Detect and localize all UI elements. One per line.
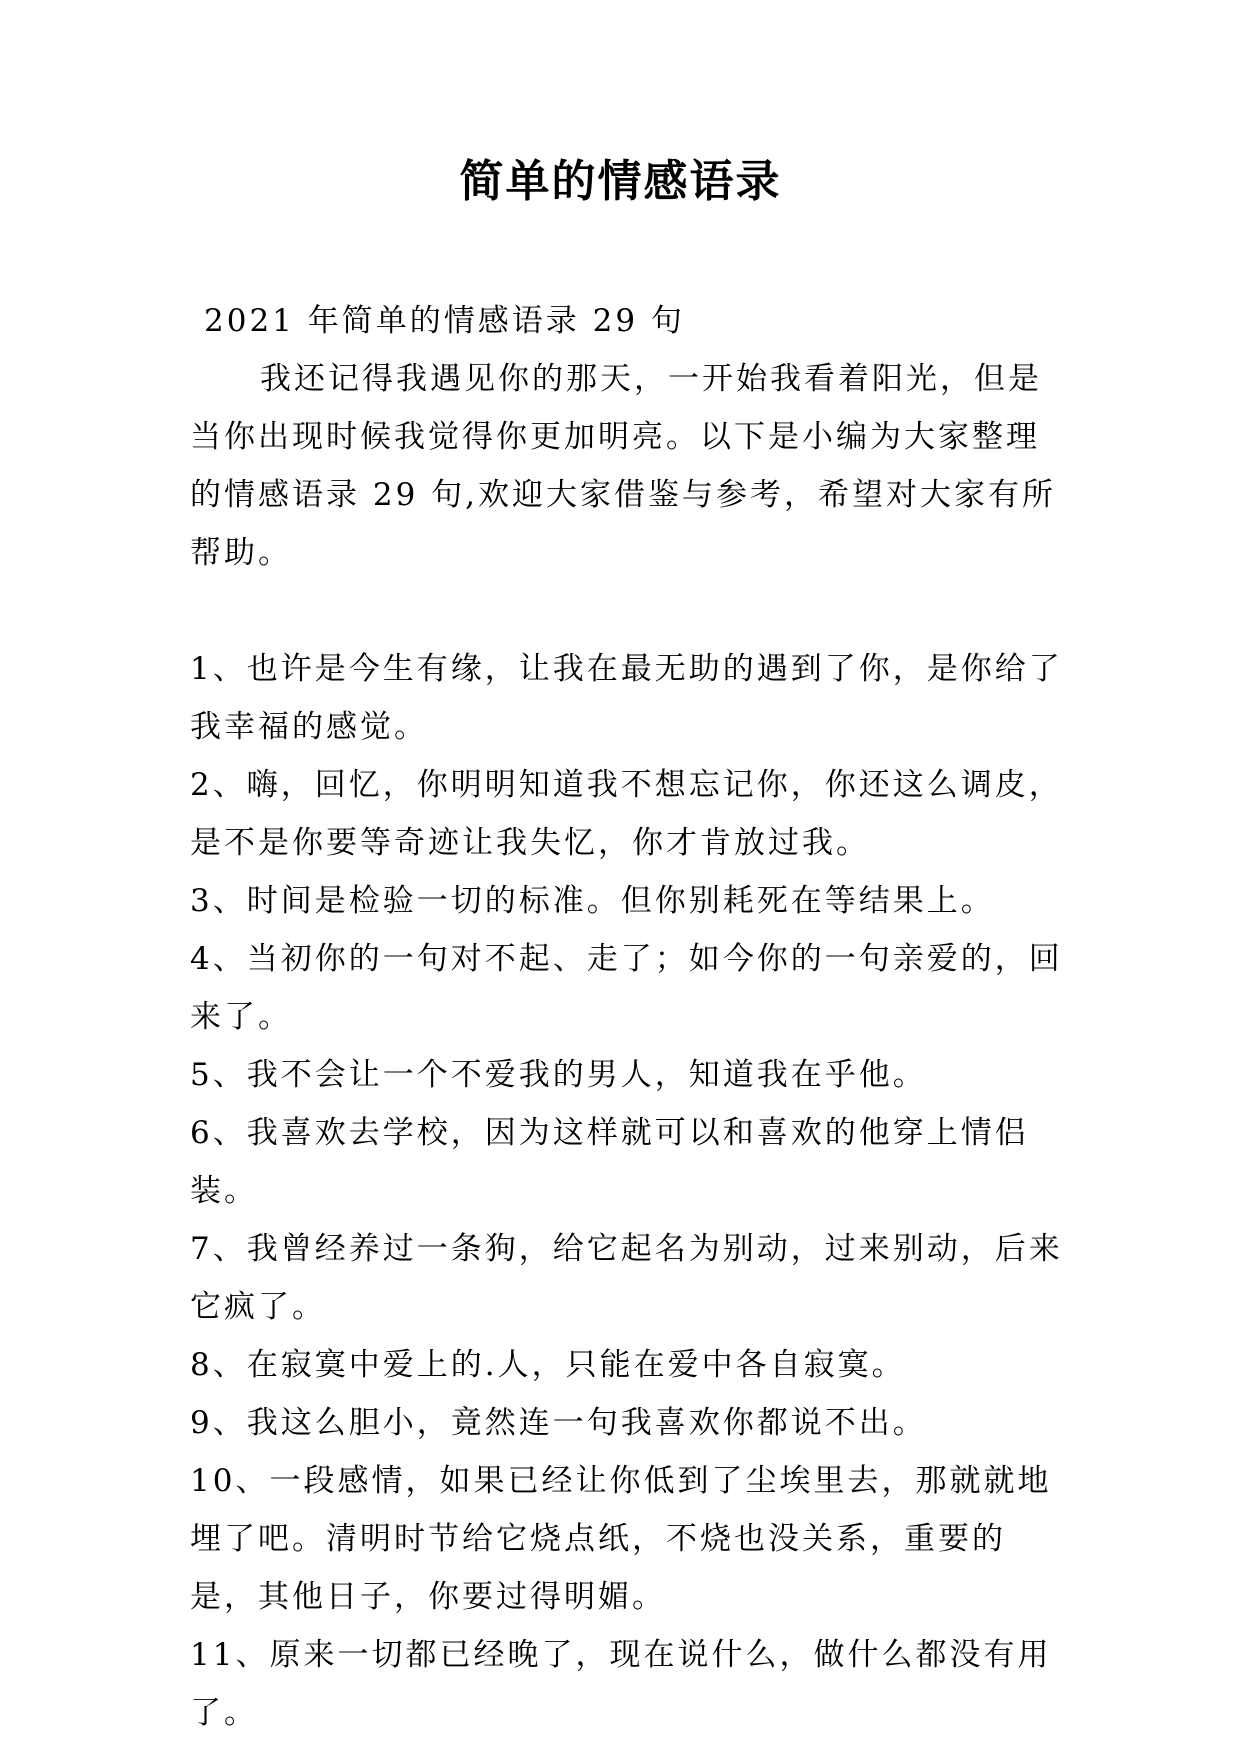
- quote-item-10: 10、一段感情，如果已经让你低到了尘埃里去，那就就地埋了吧。清明时节给它烧点纸，不烧也没关系，重要的是，其他日子，你要过得明媚。: [190, 1463, 1052, 1615]
- quote-item-3: 3、时间是检验一切的标准。但你别耗死在等结果上。: [190, 883, 995, 919]
- quote-item-7: 7、我曾经养过一条狗，给它起名为别动，过来别动，后来它疯了。: [190, 1231, 1063, 1325]
- quote-item-5: 5、我不会让一个不爱我的男人，知道我在乎他。: [190, 1057, 927, 1093]
- quote-item-9: 9、我这么胆小，竟然连一句我喜欢你都说不出。: [190, 1405, 927, 1441]
- quote-item-2: 2、嗨，回忆，你明明知道我不想忘记你，你还这么调皮，是不是你要等奇迹让我失忆，你才肯放过我。: [190, 767, 1063, 861]
- document-subtitle: 2021 年简单的情感语录 29 句: [204, 303, 685, 339]
- quote-item-1: 1、也许是今生有缘，让我在最无助的遇到了你，是你给了我幸福的感觉。: [190, 651, 1063, 745]
- quote-item-4: 4、当初你的一句对不起、走了；如今你的一句亲爱的，回来了。: [190, 941, 1063, 1035]
- document-body: [190, 292, 1070, 1742]
- intro-paragraph: 我还记得我遇见你的那天，一开始我看着阳光，但是当你出现时候我觉得你更加明亮。以下是小编为大家整理的情感语录 29 句,欢迎大家借鉴与参考，希望对大家有所帮助。: [190, 361, 1057, 571]
- document-title: 简单的情感语录: [459, 156, 782, 207]
- quote-item-8: 8、在寂寞中爱上的.人，只能在爱中各自寂寞。: [190, 1347, 906, 1383]
- quote-item-6: 6、我喜欢去学校，因为这样就可以和喜欢的他穿上情侣装。: [190, 1115, 1029, 1209]
- quote-item-11: 11、原来一切都已经晚了，现在说什么，做什么都没有用了。: [190, 1637, 1052, 1731]
- paragraph-gap: [190, 582, 1070, 640]
